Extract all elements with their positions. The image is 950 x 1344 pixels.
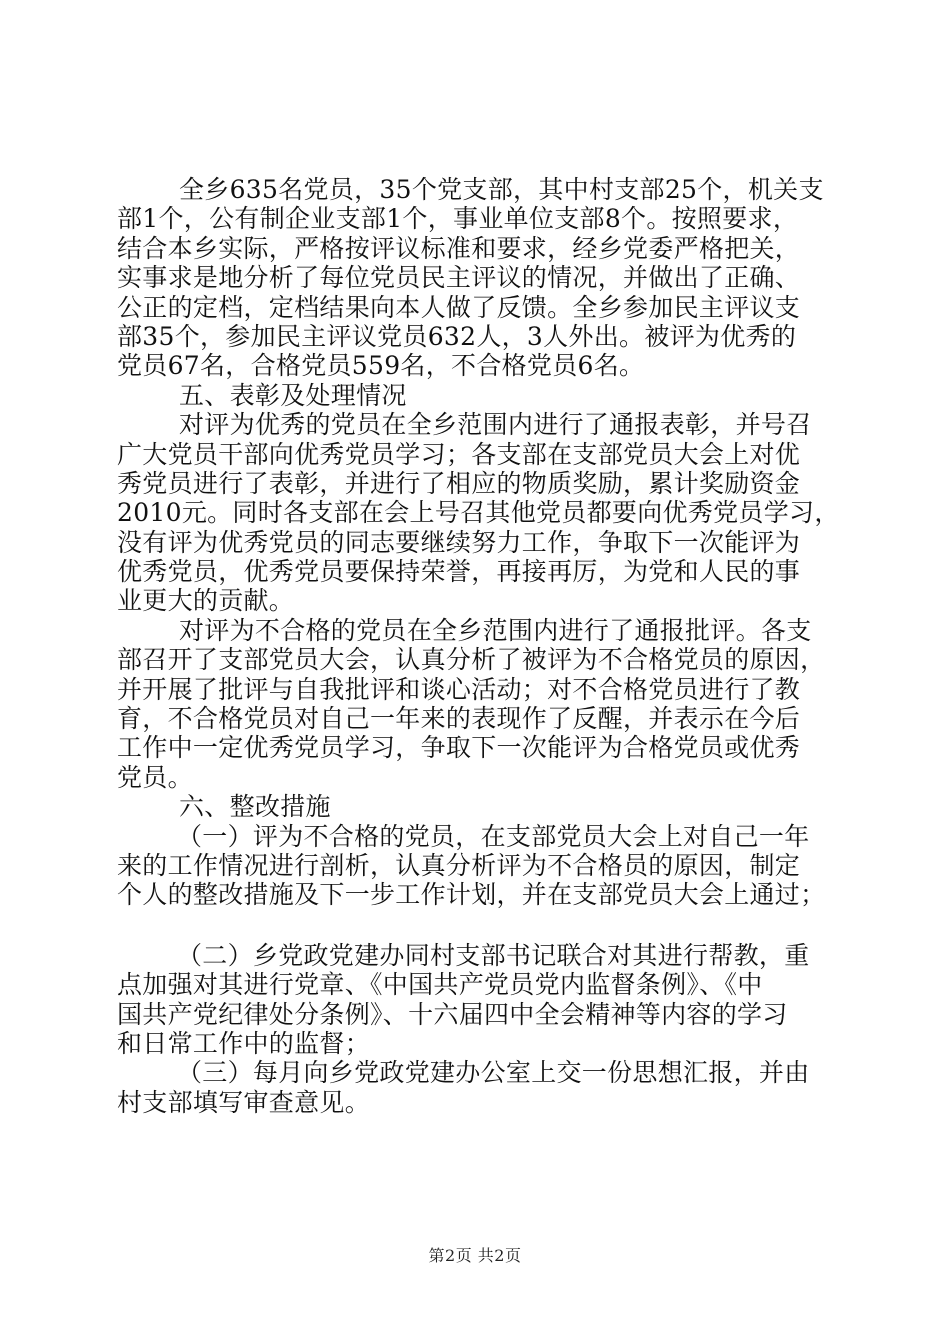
paragraph-line: 村支部填写审查意见。 [117,1087,371,1117]
paragraph-line: 部1个，公有制企业支部1个，事业单位支部8个。按照要求， [117,204,799,234]
paragraph-line: 公正的定档，定档结果向本人做了反馈。全乡参加民主评议支 [117,292,801,322]
paragraph-gap [117,910,847,941]
paragraph-line: 没有评为优秀党员的同志要继续努力工作，争取下一次能评为 [117,527,801,557]
paragraph-line: 来的工作情况进行剖析，认真分析评为不合格员的原因，制定 [117,850,801,880]
paragraph-line: 对评为不合格的党员在全乡范围内进行了通报批评。各支 [179,615,812,645]
section-heading: 六、整改措施 [179,792,331,822]
paragraph-line: 并开展了批评与自我批评和谈心活动；对不合格党员进行了教 [117,674,801,704]
paragraph-line: （二）乡党政党建办同村支部书记联合对其进行帮教，重 [177,940,810,970]
paragraph-line: 业更大的贡献。 [117,586,295,616]
paragraph-line: 党员67名，合格党员559名，不合格党员6名。 [117,351,645,381]
paragraph-line: 秀党员进行了表彰，并进行了相应的物质奖励，累计奖励资金 [117,468,801,498]
paragraph-line: 国共产党纪律处分条例》、十六届四中全会精神等内容的学习 [117,999,788,1029]
paragraph-line: 2010元。同时各支部在会上号召其他党员都要向优秀党员学习， [117,498,840,528]
paragraph-line: （三）每月向乡党政党建办公室上交一份思想汇报，并由 [177,1058,810,1088]
section-heading: 五、表彰及处理情况 [179,380,407,410]
paragraph-line: 个人的整改措施及下一步工作计划，并在支部党员大会上通过； [117,880,826,910]
paragraph-line: 工作中一定优秀党员学习，争取下一次能评为合格党员或优秀 [117,733,801,763]
paragraph-line: 育，不合格党员对自己一年来的表现作了反醒，并表示在今后 [117,704,801,734]
page-footer: 第2页 共2页 [428,1246,522,1265]
paragraph-line: 优秀党员，优秀党员要保持荣誉，再接再厉，为党和人民的事 [117,557,801,587]
document-body [117,175,847,1117]
paragraph-line: 部35个，参加民主评议党员632人，3人外出。被评为优秀的 [117,321,797,351]
paragraph-line: 点加强对其进行党章、《中国共产党员党内监督条例》、《中 [117,970,763,1000]
paragraph-line: 对评为优秀的党员在全乡范围内进行了通报表彰，并号召 [179,410,812,440]
paragraph-line: 广大党员干部向优秀党员学习；各支部在支部党员大会上对优 [117,439,801,469]
paragraph-line: 全乡635名党员，35个党支部，其中村支部25个，机关支 [179,175,824,204]
paragraph-line: 党员。 [117,762,193,792]
paragraph-line: 部召开了支部党员大会，认真分析了被评为不合格党员的原因， [117,645,826,675]
paragraph-line: 结合本乡实际，严格按评议标准和要求，经乡党委严格把关， [117,233,801,263]
paragraph-line: 和日常工作中的监督； [117,1028,371,1058]
paragraph-line: （一）评为不合格的党员，在支部党员大会上对自己一年 [177,821,810,851]
paragraph-line: 实事求是地分析了每位党员民主评议的情况，并做出了正确、 [117,263,801,293]
